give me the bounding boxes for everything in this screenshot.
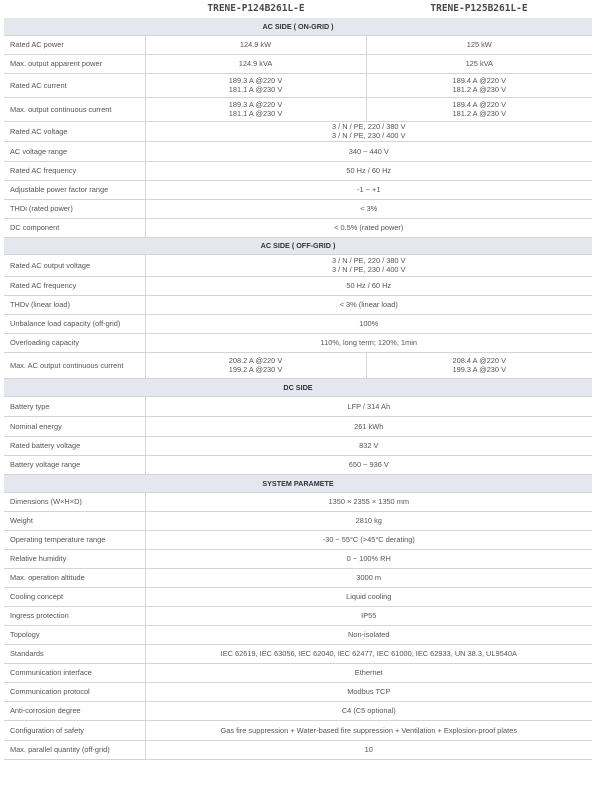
spec-label: Rated AC voltage [4,121,145,141]
spec-label: Rated AC output voltage [4,254,145,276]
section-title: SYSTEM PARAMETE [4,474,592,492]
spec-value-shared [145,276,592,295]
spec-label: Max. operation altitude [4,568,145,587]
section-header [4,18,592,35]
spec-label: Weight [4,511,145,530]
model-name-1: TRENE-P124B261L-E [207,3,305,14]
spec-value-line: Gas fire suppression + Water-based fire suppression + Ventilation + Explosion-proof plates [220,725,518,735]
spec-row [4,644,592,663]
spec-value-shared [145,511,592,530]
spec-value-line: 125 kVA [465,59,493,68]
spec-value-line: 124.9 kVA [238,59,273,68]
spec-row [4,701,592,720]
spec-value-shared [145,606,592,625]
spec-row [4,35,592,54]
spec-value-model-2 [366,73,592,97]
spec-value-line: 832 V [359,441,379,450]
spec-value-shared [145,492,592,511]
spec-value-shared [145,682,592,701]
spec-value-shared [145,314,592,333]
spec-row [4,352,592,378]
spec-row [4,511,592,530]
spec-label: Relative humidity [4,549,145,568]
spec-value-shared [145,121,592,141]
spec-row [4,587,592,606]
spec-value-line: Non-isolated [348,630,390,639]
spec-value-shared [145,161,592,180]
model-header [0,0,597,18]
spec-value-line: 208.4 A @220 V [452,356,507,365]
spec-value-line: 1350 × 2355 × 1350 mm [328,497,410,506]
spec-value-shared [145,663,592,682]
spec-row [4,530,592,549]
spec-value-line: 340 ~ 440 V [348,146,389,156]
spec-value-shared [145,530,592,549]
spec-value-shared [145,740,592,759]
spec-row [4,180,592,199]
spec-row [4,97,592,121]
spec-label: DC component [4,218,145,237]
spec-value-line: -1 ~ +1 [357,185,381,194]
section-header [4,378,592,396]
spec-value-line: < 0.5% (rated power) [334,223,404,232]
spec-value-line: 261 kWh [354,421,384,431]
spec-value-model-2 [366,35,592,54]
spec-value-line: Ethernet [354,668,383,677]
spec-row [4,720,592,740]
spec-row [4,740,592,759]
spec-value-line: 181.1 A @230 V [228,109,283,118]
spec-label: Nominal energy [4,416,145,436]
spec-row [4,54,592,73]
spec-value-line: 100% [359,319,379,328]
spec-value-line: < 3% (linear load) [339,300,398,309]
spec-value-line: IEC 62619, IEC 63056, IEC 62040, IEC 62477, IEC 61000, IEC 62933, UN 38.3, UL9540A [220,649,517,658]
spec-value-line: 208.2 A @220 V [228,356,283,365]
spec-table [4,18,592,760]
spec-label: Battery type [4,396,145,416]
spec-value-model-1 [145,54,366,73]
spec-row [4,455,592,474]
spec-label: Max. output continuous current [4,97,145,121]
spec-value-model-2 [366,54,592,73]
spec-value-line: IP55 [361,611,377,620]
spec-row [4,568,592,587]
spec-row [4,549,592,568]
section-title: AC SIDE ( ON-GRID ) [4,18,592,35]
spec-label: Standards [4,644,145,663]
spec-value-line: 181.2 A @230 V [452,109,507,118]
spec-value-line: 181.1 A @230 V [228,85,283,94]
spec-label: Communication interface [4,663,145,682]
spec-value-line: -30 ~ 55°C (>45°C derating) [322,535,415,544]
spec-value-shared [145,218,592,237]
spec-value-shared [145,295,592,314]
spec-value-line: 189.3 A @220 V [228,100,283,109]
spec-value-line: < 3% [360,204,378,213]
spec-value-line: 650 ~ 936 V [348,460,389,469]
spec-value-line: 181.2 A @230 V [452,85,507,94]
section-title: DC SIDE [4,378,592,396]
spec-value-line: 125 kW [466,40,492,49]
spec-row [4,333,592,352]
section-header [4,474,592,492]
spec-value-shared [145,587,592,606]
spec-value-line: 189.4 A @220 V [452,100,507,109]
spec-value-line: 10 [364,745,373,754]
spec-label: AC voltage range [4,141,145,161]
spec-label: Overloading capacity [4,333,145,352]
spec-row [4,254,592,276]
model-name-2: TRENE-P125B261L-E [430,3,528,14]
spec-label: Ingress protection [4,606,145,625]
spec-label: Rated AC frequency [4,161,145,180]
spec-label: THDv (linear load) [4,295,145,314]
spec-value-line: 0 ~ 100% RH [346,554,391,563]
spec-value-shared [145,720,592,740]
spec-value-model-1 [145,35,366,54]
spec-value-line: 50 Hz / 60 Hz [346,281,392,290]
spec-value-shared [145,141,592,161]
spec-table-body [4,18,592,759]
spec-value-shared [145,333,592,352]
spec-value-line: C4 (C5 optional) [341,706,396,715]
spec-value-shared [145,436,592,455]
spec-value-model-2 [366,97,592,121]
spec-value-line: 3 / N / PE, 230 / 400 V [331,131,406,140]
spec-value-line: 3 / N / PE, 220 / 380 V [331,122,406,131]
spec-value-line: 50 Hz / 60 Hz [346,166,392,175]
spec-row [4,295,592,314]
spec-label: Rated AC power [4,35,145,54]
spec-value-shared [145,568,592,587]
spec-label: Max. output apparent power [4,54,145,73]
section-title: AC SIDE ( OFF-GRID ) [4,237,592,254]
spec-row [4,218,592,237]
spec-value-line: 110%, long term; 120%, 1min [320,338,417,347]
spec-value-shared [145,644,592,663]
spec-row [4,73,592,97]
spec-value-shared [145,396,592,416]
spec-value-model-2 [366,352,592,378]
spec-row [4,606,592,625]
spec-value-shared [145,180,592,199]
spec-label: Operating temperature range [4,530,145,549]
spec-row [4,396,592,416]
spec-row [4,492,592,511]
spec-value-shared [145,455,592,474]
spec-row [4,161,592,180]
spec-label: Cooling concept [4,587,145,606]
spec-label: Rated battery voltage [4,436,145,455]
spec-value-shared [145,625,592,644]
spec-value-line: Liquid cooling [346,592,392,601]
spec-label: Unbalance load capacity (off-grid) [4,314,145,333]
spec-value-line: Modbus TCP [347,687,391,696]
spec-row [4,416,592,436]
spec-value-line: 124.9 kW [239,40,272,49]
spec-row [4,199,592,218]
spec-row [4,141,592,161]
spec-label: Adjustable power factor range [4,180,145,199]
spec-row [4,625,592,644]
spec-value-shared [145,549,592,568]
spec-label: Max. parallel quantity (off-grid) [4,740,145,759]
spec-value-model-1 [145,73,366,97]
spec-label: Anti-corrosion degree [4,701,145,720]
spec-value-line: 199.2 A @230 V [228,365,283,374]
spec-label: Max. AC output continuous current [4,352,145,378]
spec-value-line: 2810 kg [355,516,382,525]
spec-value-line: 3 / N / PE, 230 / 400 V [331,265,406,274]
spec-value-shared [145,416,592,436]
spec-label: Communication protocol [4,682,145,701]
spec-value-shared [145,199,592,218]
section-header [4,237,592,254]
spec-row [4,314,592,333]
spec-label: Configuration of safety [4,720,145,740]
spec-label: THDi (rated power) [4,199,145,218]
spec-row [4,663,592,682]
spec-value-line: 3000 m [356,573,382,582]
spec-label: Battery voltage range [4,455,145,474]
spec-value-model-1 [145,97,366,121]
spec-value-line: LFP / 314 Ah [347,401,391,411]
spec-label: Topology [4,625,145,644]
spec-value-line: 3 / N / PE, 220 / 380 V [331,256,406,265]
spec-value-shared [145,701,592,720]
spec-row [4,121,592,141]
spec-label: Rated AC current [4,73,145,97]
spec-label: Rated AC frequency [4,276,145,295]
spec-value-shared [145,254,592,276]
spec-row [4,436,592,455]
spec-value-line: 199.3 A @230 V [452,365,507,374]
spec-value-model-1 [145,352,366,378]
spec-value-line: 189.4 A @220 V [452,76,507,85]
spec-row [4,276,592,295]
spec-row [4,682,592,701]
spec-value-line: 189.3 A @220 V [228,76,283,85]
spec-label: Dimensions (W×H×D) [4,492,145,511]
